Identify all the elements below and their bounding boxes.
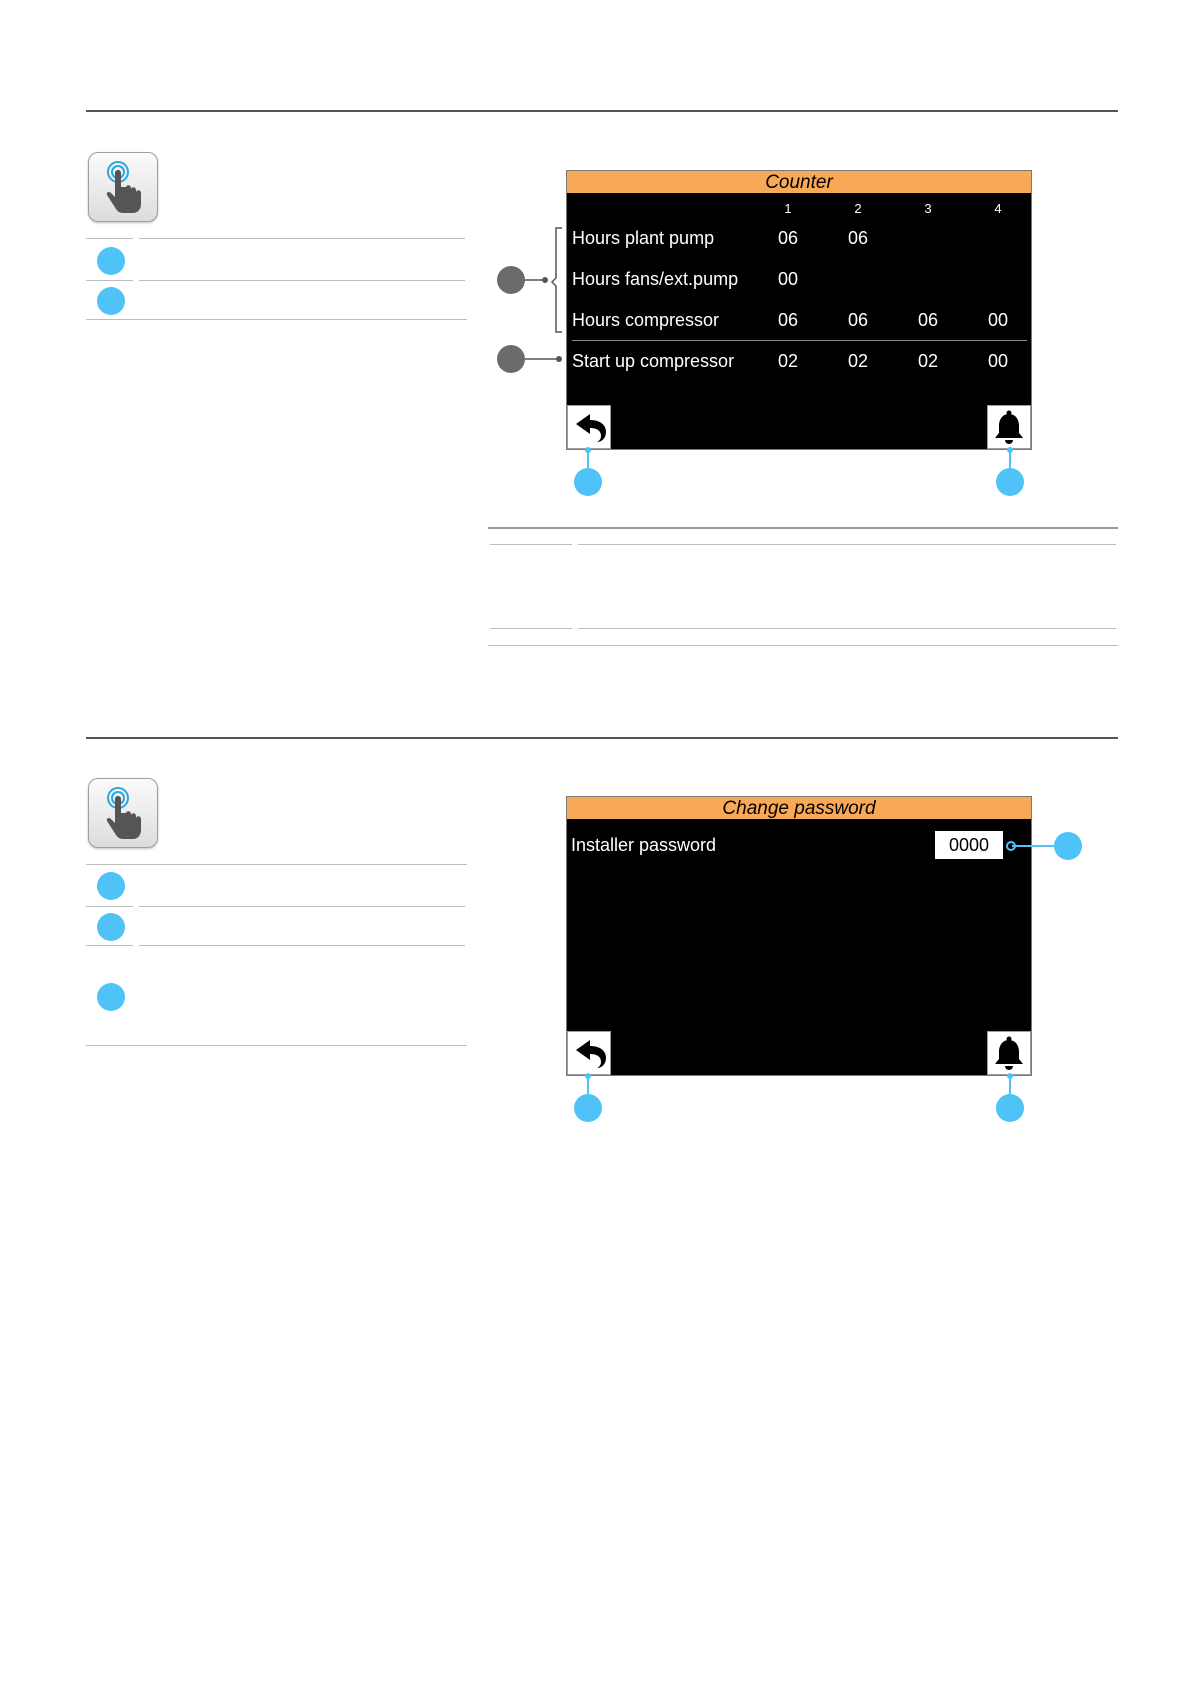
- bell-icon: [988, 1032, 1030, 1074]
- password-field[interactable]: 0000: [935, 831, 1003, 859]
- callout-marker: [996, 1094, 1024, 1122]
- legend-row-divider: [86, 1045, 467, 1046]
- alarm-button[interactable]: [987, 1031, 1031, 1075]
- column-header: 1: [784, 201, 792, 216]
- back-arrow-icon: [568, 1032, 610, 1074]
- counter-row-label: Start up compressor: [572, 351, 735, 371]
- legend-row-divider: [139, 945, 465, 946]
- table-divider: [488, 645, 1118, 646]
- legend-row-divider: [86, 906, 133, 907]
- callout-marker: [996, 468, 1024, 496]
- counter-screen: [566, 170, 1032, 450]
- counter-value: 06: [847, 228, 869, 248]
- counter-value: 06: [917, 310, 939, 330]
- bell-icon: [988, 406, 1030, 448]
- table-divider: [490, 544, 572, 545]
- legend-row-divider: [86, 945, 133, 946]
- callout-marker: [1054, 832, 1082, 860]
- column-header: 3: [924, 201, 932, 216]
- legend-row-divider: [139, 280, 465, 281]
- back-arrow-icon: [568, 406, 610, 448]
- legend-row-divider: [86, 864, 467, 865]
- section-divider: [86, 110, 1118, 112]
- alarm-button[interactable]: [987, 405, 1031, 449]
- counter-value: 00: [777, 269, 799, 289]
- callout-marker: [97, 287, 125, 315]
- table-divider: [490, 628, 572, 629]
- counter-value: 02: [917, 351, 939, 371]
- legend-row-divider: [86, 280, 133, 281]
- counter-value: 06: [847, 310, 869, 330]
- callout-marker: [497, 266, 525, 294]
- legend-row-divider: [86, 319, 467, 320]
- counter-value: 06: [777, 228, 799, 248]
- screen-title: Counter: [567, 171, 1031, 193]
- callout-marker: [497, 345, 525, 373]
- counter-value: 02: [777, 351, 799, 371]
- password-label: Installer password: [571, 835, 717, 855]
- counter-value: 00: [987, 351, 1009, 371]
- password-screen: [566, 796, 1032, 1076]
- callout-marker: [97, 983, 125, 1011]
- callout-marker: [574, 1094, 602, 1122]
- legend-row-divider: [139, 238, 465, 239]
- table-divider: [488, 527, 1118, 529]
- legend-row-divider: [86, 238, 133, 239]
- back-button[interactable]: [567, 405, 611, 449]
- counter-row-label: Hours compressor: [572, 310, 720, 330]
- row-separator: [572, 340, 1027, 341]
- legend-row-divider: [139, 906, 465, 907]
- column-header: 2: [854, 201, 862, 216]
- column-header: 4: [994, 201, 1002, 216]
- callout-marker: [97, 872, 125, 900]
- callout-marker: [97, 913, 125, 941]
- counter-value: 00: [987, 310, 1009, 330]
- table-divider: [578, 544, 1116, 545]
- callout-marker: [574, 468, 602, 496]
- callout-marker: [97, 247, 125, 275]
- screen-title: Change password: [567, 797, 1031, 819]
- section-divider: [86, 737, 1118, 739]
- table-divider: [578, 628, 1116, 629]
- counter-value: 02: [847, 351, 869, 371]
- counter-row-label: Hours plant pump: [572, 228, 715, 248]
- counter-row-label: Hours fans/ext.pump: [572, 269, 739, 289]
- touch-hand-icon: [88, 778, 158, 848]
- counter-value: 06: [777, 310, 799, 330]
- back-button[interactable]: [567, 1031, 611, 1075]
- touch-hand-icon: [88, 152, 158, 222]
